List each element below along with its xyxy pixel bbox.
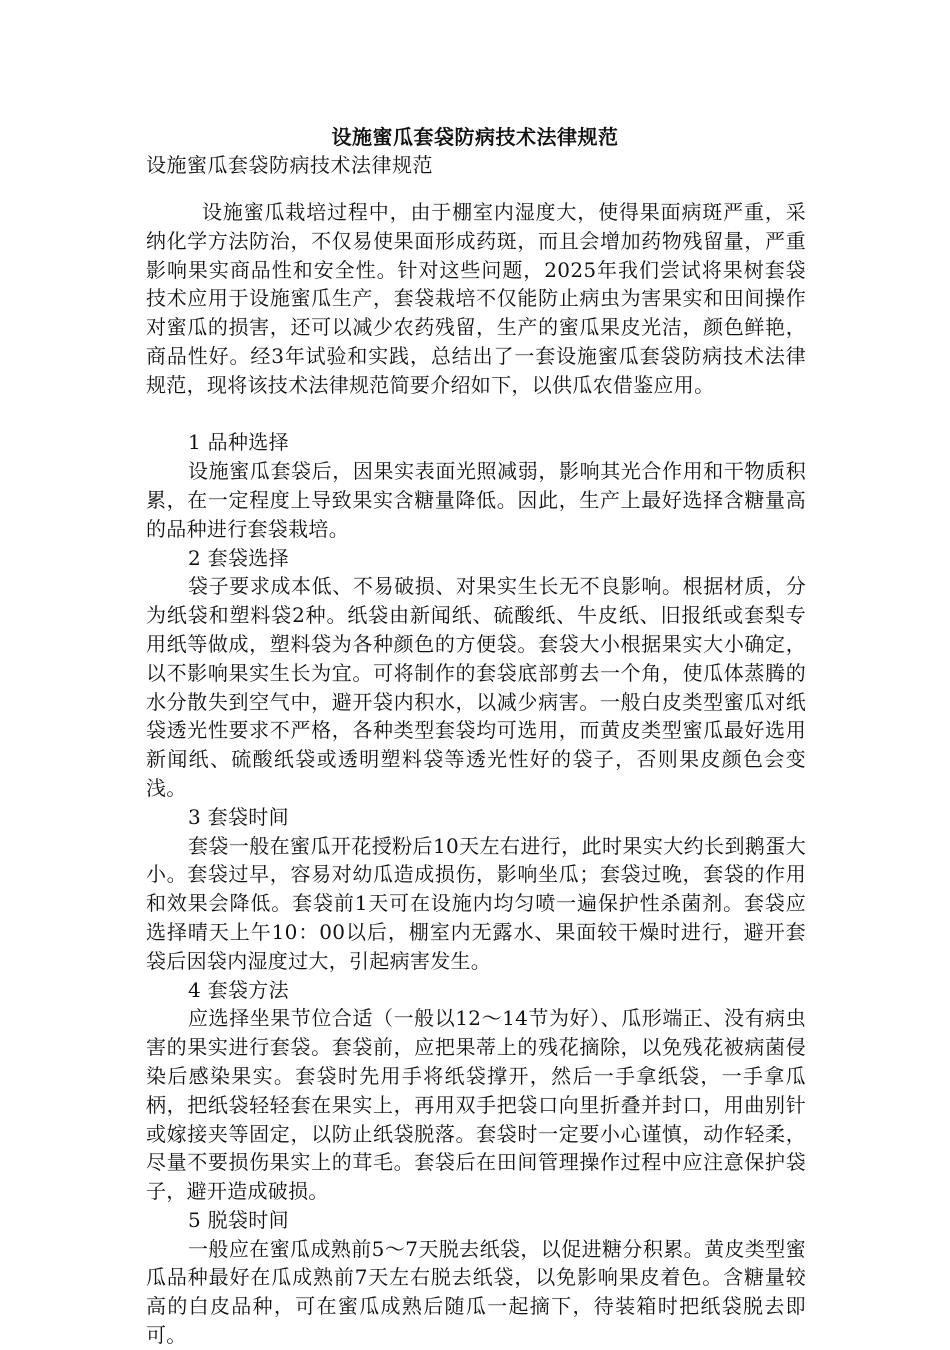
section-paragraph-4: 应选择坐果节位合适（一般以12～14节为好）、瓜形端正、没有病虫害的果实进行套袋。套袋前，应把果蒂上的残花摘除，以免残花被病菌侵染后感染果实。套袋时先用手将纸袋撑开，然后一手拿纸袋，一手拿瓜柄，把纸袋轻轻套在果实上，再用双手把袋口向里折叠并封口，用曲别针或嫁接夹等固定，以防止纸袋脱落。套袋时一定要小心谨慎，动作轻柔，尽量不要损伤果实上的茸毛。套袋后在田间管理操作过程中应注意保护袋子，避开造成破损。 [146,1006,806,1204]
section-heading-2: 2 套袋选择 [188,545,289,570]
section-heading-4: 4 套袋方法 [188,977,289,1002]
section-paragraph-5: 一般应在蜜瓜成熟前5～7天脱去纸袋，以促进糖分积累。黄皮类型蜜瓜品种最好在瓜成熟前7天左右脱去纸袋，以免影响果皮着色。含糖量较高的白皮品种，可在蜜瓜成熟后随瓜一起摘下，待装箱时把纸袋脱去即可。 [146,1236,806,1348]
section-heading-3: 3 套袋时间 [188,804,289,829]
document-title: 设施蜜瓜套袋防病技术法律规范 [331,125,619,149]
document-subtitle: 设施蜜瓜套袋防病技术法律规范 [146,153,433,177]
section-paragraph-2: 袋子要求成本低、不易破损、对果实生长无不良影响。根据材质，分为纸袋和塑料袋2种。纸袋由新闻纸、硫酸纸、牛皮纸、旧报纸或套梨专用纸等做成，塑料袋为各种颜色的方便袋。套袋大小根据果实大小确定，以不影响果实生长为宜。可将制作的套袋底部剪去一个角，使瓜体蒸腾的水分散失到空气中，避开袋内积水，以减少病害。一般白皮类型蜜瓜对纸袋透光性要求不严格，各种类型套袋均可选用，而黄皮类型蜜瓜最好选用新闻纸、硫酸纸袋或透明塑料袋等透光性好的袋子，否则果皮颜色会变浅。 [146,574,806,800]
section-paragraph-3: 套袋一般在蜜瓜开花授粉后10天左右进行，此时果实大约长到鹅蛋大小。套袋过早，容易对幼瓜造成损伤，影响坐瓜；套袋过晚，套袋的作用和效果会降低。套袋前1天可在设施内均匀喷一遍保护性杀菌剂。套袋应选择晴天上午10：00以后，棚室内无露水、果面较干燥时进行，避开套袋后因袋内湿度过大，引起病害发生。 [146,833,806,973]
section-heading-5: 5 脱袋时间 [188,1207,289,1232]
section-paragraph-1: 设施蜜瓜套袋后，因果实表面光照减弱，影响其光合作用和干物质积累，在一定程度上导致果实含糖量降低。因此，生产上最好选择含糖量高的品种进行套袋栽培。 [146,459,806,541]
section-heading-1: 1 品种选择 [188,430,289,455]
document-body [146,198,806,1350]
paragraph-spacer [146,400,806,429]
intro-paragraph: 设施蜜瓜栽培过程中，由于棚室内湿度大，使得果面病斑严重，采纳化学方法防治，不仅易使果面形成药斑，而且会增加药物残留量，严重影响果实商品性和安全性。针对这些问题，2025年我们尝试将果树套袋技术应用于设施蜜瓜生产，套袋栽培不仅能防止病虫为害果实和田间操作对蜜瓜的损害，还可以减少农药残留，生产的蜜瓜果皮光洁，颜色鲜艳，商品性好。经3年试验和实践，总结出了一套设施蜜瓜套袋防病技术法律规范，现将该技术法律规范简要介绍如下，以供瓜农借鉴应用。 [146,200,806,397]
